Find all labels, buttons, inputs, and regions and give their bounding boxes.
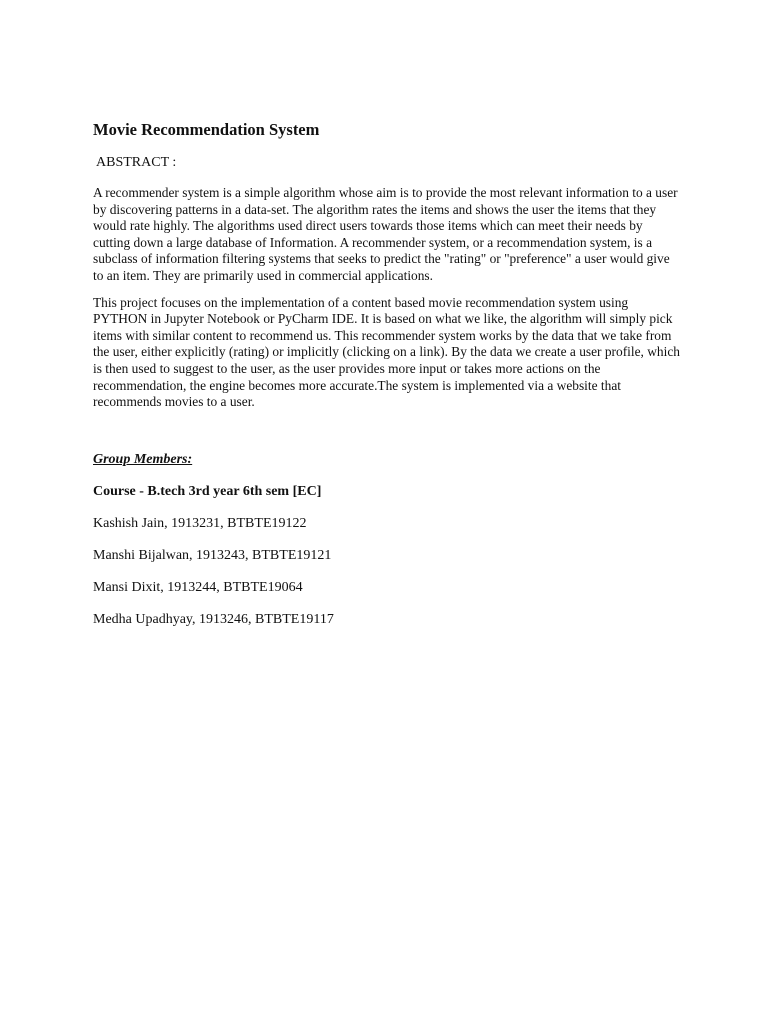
group-members-heading: Group Members: xyxy=(93,451,193,467)
member-entry: Medha Upadhyay, 1913246, BTBTE19117 xyxy=(93,611,334,627)
abstract-paragraph-1: A recommender system is a simple algorithm whose aim is to provide the most relevant information to a user by discovering patterns in a data-set. The algorithm rates the items and shows the user the items that they would rate highly. The algorithms used direct users towards those items which can meet their needs by cutting down a large database of Information. A recommender system, or a recommendation system, is a subclass of information filtering systems that seeks to predict the "rating" or "preference" a user would give to an item. They are primarily used in commercial applications. xyxy=(93,185,678,283)
document-page xyxy=(93,120,683,629)
member-entry: Mansi Dixit, 1913244, BTBTE19064 xyxy=(93,579,303,595)
abstract-paragraph-2: This project focuses on the implementation of a content based movie recommendation system using PYTHON in Jupyter Notebook or PyCharm IDE. It is based on what we like, the algorithm will simply pick items with similar content to recommend us. This recommender system works by the data that we take from the user, either explicitly (rating) or implicitly (clicking on a link). By the data we create a user profile, which is then used to suggest to the user, as the user provides more input or takes more actions on the recommendation, the engine becomes more accurate.The system is implemented via a website that recommends movies to a user. xyxy=(93,294,680,410)
member-entry: Manshi Bijalwan, 1913243, BTBTE19121 xyxy=(93,547,332,563)
document-title: Movie Recommendation System xyxy=(93,120,320,139)
course-line: Course - B.tech 3rd year 6th sem [EC] xyxy=(93,483,322,499)
member-entry: Kashish Jain, 1913231, BTBTE19122 xyxy=(93,515,307,531)
abstract-heading: ABSTRACT : xyxy=(96,155,177,170)
